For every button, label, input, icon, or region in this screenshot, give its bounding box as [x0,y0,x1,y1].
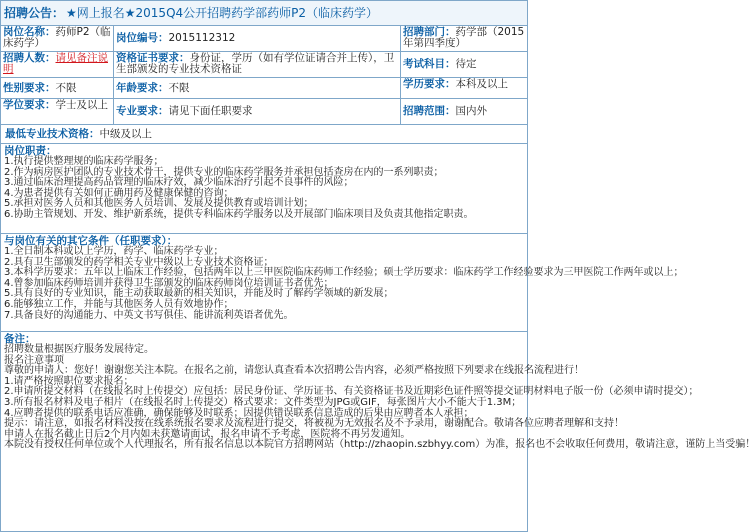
age-value: 不限 [168,82,190,94]
conditions-title: 与岗位有关的其它条件（任职要求）： [4,235,178,247]
dept-cell [401,26,527,51]
condition-line: 5.具有良好的专业知识，能主动获取最新的相关知识，并能及时了解药学领域的新发展； [4,288,394,300]
info-row-3 [1,78,527,99]
post-name-value: 药师P2（临床药学） [3,26,111,49]
tech-req-value: 身份证，学历（如有学位证请合并上传），卫生部颁发的专业技术资格证 [116,52,395,75]
count-cell [1,52,114,77]
gender-value: 不限 [55,82,77,94]
tech-req-label: 资格证书要求： [116,52,190,64]
condition-line: 6.能够独立工作，并能与其他医务人员有效地协作； [4,298,234,310]
duties-title: 岗位职责： [4,145,57,157]
info-row-2 [1,52,527,78]
subject-cell [401,52,527,77]
conditions-section [1,234,684,332]
count-label: 招聘人数： [3,52,56,64]
post-code-cell [114,26,401,51]
condition-line: 3.本科学历要求：五年以上临床工作经验，包括两年以上三甲医院临床药师工作经验；硕士学历要求：临床药学工作经验要求为三甲医院工作两年或以上； [4,267,684,279]
age-label: 年龄要求： [116,82,169,94]
count-note-link[interactable]: 请见备注说明 [3,52,108,75]
note-line: 本院没有授权任何单位或个人代理报名，所有报名信息以本院官方招聘网站（http://zhaopin.szbhyy.com）为准，报名也不会收取任何费用，敬请注意，谨防上当受骗！ [4,439,755,451]
posting-header [1,1,527,26]
post-name-cell [1,26,114,51]
min-title-cell [1,125,527,143]
post-code-label: 岗位编号： [116,32,169,44]
post-name-label: 岗位名称： [3,26,56,38]
condition-line: 7.具备良好的沟通能力、中英文书写俱佳、能讲流利英语者优先。 [4,309,294,321]
gender-cell [1,78,114,98]
posting-title[interactable]: ★网上报名★2015Q4公开招聘药学部药师P2（临床药学） [66,6,379,20]
subject-label: 考试科目： [403,58,456,70]
condition-line: 2.具有卫生部颁发的药学相关专业中级以上专业技术资格证； [4,256,274,268]
note-line: 报名注意事项 [4,354,64,366]
note-line: 提示：请注意，如报名材料没按在线系统报名要求及流程进行提交，将被视为无效报名及不予录用，谢谢配合。敬请各位应聘者理解和支持！ [4,418,624,430]
duty-line: 2.作为病房医护团队的专业技术骨干，提供专业的临床药学服务并承担包括查房在内的一系列职责； [4,166,444,178]
note-line: 4.应聘者提供的联系电话应准确，确保能够及时联系；因提供错误联系信息造成的后果由应聘者本人承担； [4,407,474,419]
edu-cell [401,78,527,98]
info-row-1 [1,26,527,52]
min-title-label: 最低专业技术资格： [5,128,100,140]
scope-cell [401,99,527,124]
edu-value: 本科及以上 [455,78,508,90]
degree-value: 学士及以上 [55,99,108,111]
duty-line: 4.为患者提供有关如何正确用药及健康保健的咨询； [4,187,234,199]
note-line: 1.请严格按照职位要求报名； [4,375,134,387]
duties-section [1,144,527,234]
note-line: 尊敬的申请人：您好！谢谢您关注本院。在报名之前，请您认真查看本次招聘公告内容，必须严格按照下列要求在线报名流程进行！ [4,365,584,377]
min-title-value: 中级及以上 [99,128,152,140]
subject-value: 待定 [455,58,477,70]
degree-label: 学位要求： [3,99,56,111]
scope-label: 招聘范围： [403,105,456,117]
edu-label: 学历要求： [403,78,456,90]
info-row-5 [1,125,527,144]
notes-title: 备注： [4,333,36,345]
duty-line: 3.通过临床治理提高药品管理的临床疗效，减少临床治疗引起不良事件的风险； [4,177,354,189]
scope-value: 国内外 [455,105,487,117]
gender-label: 性别要求： [3,82,56,94]
condition-line: 4.曾参加临床药师培训并获得卫生部颁发的临床药师岗位培训证书者优先； [4,277,334,289]
condition-line: 1.全日制本科或以上学历，药学、临床药学专业； [4,246,224,257]
major-cell [114,99,401,124]
note-line: 申请人在报名截止日后2个月内如未获邀请面试，报名申请不予考虑，医院将不再另发通知。 [4,428,411,440]
major-value: 请见下面任职要求 [168,105,253,117]
duty-line: 5.承担对医务人员和其他医务人员培训、发展及提供教育或培训计划； [4,198,314,210]
duty-line: 1.执行提供整理规的临床药学服务； [4,156,164,167]
major-label: 专业要求： [116,105,169,117]
tech-req-cell [114,52,401,77]
dept-label: 招聘部门： [403,26,456,38]
notes-section [1,332,755,453]
post-code-value: 2015112312 [168,32,236,44]
duty-line: 6.协助主管规划、开发、维护新系统，提供专科临床药学服务以及开展部门临床项目及负责其他指定职责。 [4,208,474,220]
posting-label: 招聘公告： [4,6,65,20]
age-cell [114,78,401,98]
note-line: 3.所有报名材料及电子相片（在线报名时上传提交）格式要求：文件类型为JPG或GIF，每张图片大小不能大于1.3M； [4,396,522,408]
dept-value: 药学部（2015年第四季度） [403,26,525,49]
info-row-4 [1,99,527,125]
note-line: 2.申请所提交材料（在线报名时上传提交）应包括：居民身份证、学历证书、有关资格证书及近期彩色证件照等提交证明材料电子版一份（必须申请时提交）； [4,386,699,398]
note-line: 招聘数量根据医疗服务发展待定。 [4,344,154,355]
degree-cell [1,99,114,124]
